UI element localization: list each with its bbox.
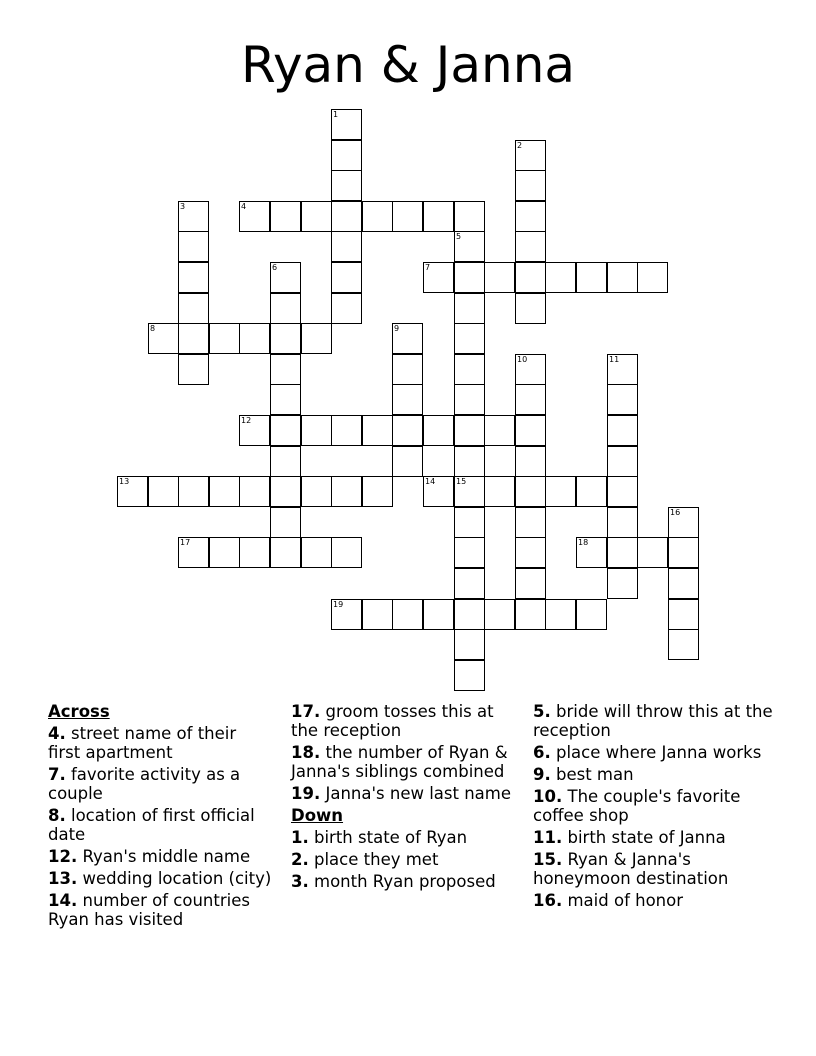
- clue-across-14: 14. number of countries Ryan has visited: [48, 891, 250, 929]
- grid-cell[interactable]: [515, 415, 546, 446]
- grid-cell[interactable]: [178, 231, 209, 262]
- clue-down-15: 15. Ryan & Janna's honeymoon destination: [533, 850, 729, 888]
- clue-down-2: 2. place they met: [291, 850, 439, 869]
- clues-column-2: [291, 700, 516, 894]
- grid-cell[interactable]: [515, 140, 546, 171]
- grid-cell[interactable]: [392, 415, 423, 446]
- grid-cell[interactable]: [607, 507, 638, 538]
- grid-cell[interactable]: [331, 201, 362, 232]
- grid-cell[interactable]: [515, 170, 546, 201]
- grid-cell[interactable]: [515, 446, 546, 477]
- clue-across-13: 13. wedding location (city): [48, 869, 272, 888]
- grid-cell[interactable]: [515, 231, 546, 262]
- clue-across-19: 19. Janna's new last name: [291, 784, 512, 803]
- grid-cell[interactable]: [331, 262, 362, 293]
- clues-column-1: [48, 700, 273, 932]
- grid-cell[interactable]: [454, 568, 485, 599]
- grid-cell[interactable]: [607, 262, 638, 293]
- grid-cell[interactable]: [301, 537, 332, 568]
- grid-cell[interactable]: [331, 293, 362, 324]
- clue-number: 1: [333, 110, 339, 119]
- clue-number: 14: [425, 477, 436, 486]
- clues-column-3: [533, 700, 773, 913]
- grid-cell[interactable]: [270, 446, 301, 477]
- clue-across-12: 12. Ryan's middle name: [48, 847, 251, 866]
- clue-number: 8: [150, 324, 156, 333]
- grid-cell[interactable]: [454, 384, 485, 415]
- grid-cell[interactable]: [148, 323, 179, 354]
- across-heading: Across: [48, 702, 110, 721]
- grid-cell[interactable]: [331, 231, 362, 262]
- grid-cell[interactable]: [392, 384, 423, 415]
- grid-cell[interactable]: [668, 568, 699, 599]
- clue-number: 4: [241, 202, 247, 211]
- grid-cell[interactable]: [270, 476, 301, 507]
- grid-cell[interactable]: [668, 599, 699, 630]
- grid-cell[interactable]: [515, 537, 546, 568]
- grid-cell[interactable]: [331, 170, 362, 201]
- grid-cell[interactable]: [607, 415, 638, 446]
- clue-number: 9: [394, 324, 400, 333]
- clue-down-11: 11. birth state of Janna: [533, 828, 726, 847]
- grid-cell[interactable]: [454, 201, 485, 232]
- grid-cell[interactable]: [392, 446, 423, 477]
- clue-across-4: 4. street name of their first apartment: [48, 724, 237, 762]
- clue-number: 10: [517, 355, 528, 364]
- clue-number: 19: [333, 600, 344, 609]
- grid-cell[interactable]: [637, 262, 668, 293]
- clue-number: 17: [180, 538, 191, 547]
- grid-cell[interactable]: [454, 599, 485, 630]
- grid-cell[interactable]: [454, 415, 485, 446]
- grid-cell[interactable]: [362, 599, 393, 630]
- grid-cell[interactable]: [607, 384, 638, 415]
- grid-cell[interactable]: [454, 354, 485, 385]
- clue-down-3: 3. month Ryan proposed: [291, 872, 496, 891]
- grid-cell[interactable]: [178, 323, 209, 354]
- grid-cell[interactable]: [117, 476, 148, 507]
- grid-cell[interactable]: [392, 354, 423, 385]
- grid-cell[interactable]: [454, 293, 485, 324]
- down-heading: Down: [291, 806, 344, 825]
- grid-cell[interactable]: [454, 629, 485, 660]
- grid-cell[interactable]: [454, 537, 485, 568]
- grid-cell[interactable]: [515, 568, 546, 599]
- grid-cell[interactable]: [484, 476, 515, 507]
- grid-cell[interactable]: [178, 262, 209, 293]
- grid-cell[interactable]: [545, 476, 576, 507]
- clue-number: 2: [517, 141, 523, 150]
- grid-cell[interactable]: [331, 476, 362, 507]
- grid-cell[interactable]: [178, 476, 209, 507]
- grid-cell[interactable]: [270, 384, 301, 415]
- clue-number: 12: [241, 416, 252, 425]
- clue-across-7: 7. favorite activity as a couple: [48, 765, 241, 803]
- grid-cell[interactable]: [668, 537, 699, 568]
- clue-number: 18: [578, 538, 589, 547]
- grid-cell[interactable]: [454, 660, 485, 691]
- grid-cell[interactable]: [515, 507, 546, 538]
- clue-number: 13: [119, 477, 130, 486]
- grid-cell[interactable]: [515, 476, 546, 507]
- grid-cell[interactable]: [454, 323, 485, 354]
- grid-cell[interactable]: [178, 537, 209, 568]
- clue-number: 7: [425, 263, 431, 272]
- grid-cell[interactable]: [362, 201, 393, 232]
- grid-cell[interactable]: [331, 109, 362, 140]
- grid-cell[interactable]: [576, 262, 607, 293]
- grid-cell[interactable]: [607, 476, 638, 507]
- clue-across-8: 8. location of first official date: [48, 806, 255, 844]
- grid-cell[interactable]: [484, 415, 515, 446]
- grid-cell[interactable]: [423, 201, 454, 232]
- grid-cell[interactable]: [270, 354, 301, 385]
- grid-cell[interactable]: [423, 599, 454, 630]
- grid-cell[interactable]: [270, 507, 301, 538]
- grid-cell[interactable]: [270, 323, 301, 354]
- grid-cell[interactable]: [178, 201, 209, 232]
- grid-cell[interactable]: [331, 415, 362, 446]
- clue-number: 11: [609, 355, 620, 364]
- grid-cell[interactable]: [239, 537, 270, 568]
- clue-down-9: 9. best man: [533, 765, 634, 784]
- grid-cell[interactable]: [576, 537, 607, 568]
- grid-cell[interactable]: [454, 262, 485, 293]
- grid-cell[interactable]: [454, 231, 485, 262]
- grid-cell[interactable]: [239, 201, 270, 232]
- grid-cell[interactable]: [515, 384, 546, 415]
- clue-across-17: 17. groom tosses this at the reception: [291, 702, 494, 740]
- grid-cell[interactable]: [331, 537, 362, 568]
- clue-down-5: 5. bride will throw this at the reception: [533, 702, 773, 740]
- grid-cell[interactable]: [178, 293, 209, 324]
- grid-cell[interactable]: [301, 476, 332, 507]
- grid-cell[interactable]: [270, 415, 301, 446]
- grid-cell[interactable]: [392, 323, 423, 354]
- grid-cell[interactable]: [515, 262, 546, 293]
- grid-cell[interactable]: [270, 262, 301, 293]
- grid-cell[interactable]: [148, 476, 179, 507]
- grid-cell[interactable]: [331, 599, 362, 630]
- grid-cell[interactable]: [607, 568, 638, 599]
- grid-cell[interactable]: [301, 323, 332, 354]
- grid-cell[interactable]: [392, 599, 423, 630]
- grid-cell[interactable]: [607, 446, 638, 477]
- grid-cell[interactable]: [515, 599, 546, 630]
- clue-down-10: 10. The couple's favorite coffee shop: [533, 787, 741, 825]
- grid-cell[interactable]: [301, 201, 332, 232]
- grid-cell[interactable]: [545, 262, 576, 293]
- grid-cell[interactable]: [668, 507, 699, 538]
- grid-cell[interactable]: [178, 354, 209, 385]
- grid-cell[interactable]: [209, 476, 240, 507]
- grid-cell[interactable]: [484, 262, 515, 293]
- clue-number: 5: [456, 232, 462, 241]
- grid-cell[interactable]: [607, 354, 638, 385]
- grid-cell[interactable]: [331, 140, 362, 171]
- clue-down-16: 16. maid of honor: [533, 891, 684, 910]
- grid-cell[interactable]: [515, 293, 546, 324]
- grid-cell[interactable]: [454, 446, 485, 477]
- grid-cell[interactable]: [423, 262, 454, 293]
- clue-down-6: 6. place where Janna works: [533, 743, 762, 762]
- puzzle-title: Ryan & Janna: [240, 36, 576, 94]
- grid-cell[interactable]: [484, 599, 515, 630]
- grid-cell[interactable]: [362, 476, 393, 507]
- grid-cell[interactable]: [423, 415, 454, 446]
- clue-down-1: 1. birth state of Ryan: [291, 828, 468, 847]
- grid-cell[interactable]: [637, 537, 668, 568]
- grid-cell[interactable]: [209, 537, 240, 568]
- grid-cell[interactable]: [209, 323, 240, 354]
- grid-cell[interactable]: [239, 415, 270, 446]
- grid-cell[interactable]: [607, 537, 638, 568]
- clue-number: 16: [670, 508, 681, 517]
- grid-cell[interactable]: [545, 599, 576, 630]
- grid-cell[interactable]: [239, 323, 270, 354]
- grid-cell[interactable]: [423, 476, 454, 507]
- grid-cell[interactable]: [270, 293, 301, 324]
- grid-cell[interactable]: [270, 201, 301, 232]
- grid-cell[interactable]: [668, 629, 699, 660]
- grid-cell[interactable]: [454, 507, 485, 538]
- grid-cell[interactable]: [454, 476, 485, 507]
- clue-number: 15: [456, 477, 467, 486]
- clue-across-18: 18. the number of Ryan & Janna's siblings combined: [291, 743, 508, 781]
- grid-cell[interactable]: [362, 415, 393, 446]
- grid-cell[interactable]: [576, 476, 607, 507]
- grid-cell[interactable]: [301, 415, 332, 446]
- grid-cell[interactable]: [270, 537, 301, 568]
- grid-cell[interactable]: [392, 201, 423, 232]
- clue-number: 3: [180, 202, 186, 211]
- grid-cell[interactable]: [239, 476, 270, 507]
- grid-cell[interactable]: [576, 599, 607, 630]
- clue-number: 6: [272, 263, 278, 272]
- grid-cell[interactable]: [515, 354, 546, 385]
- grid-cell[interactable]: [515, 201, 546, 232]
